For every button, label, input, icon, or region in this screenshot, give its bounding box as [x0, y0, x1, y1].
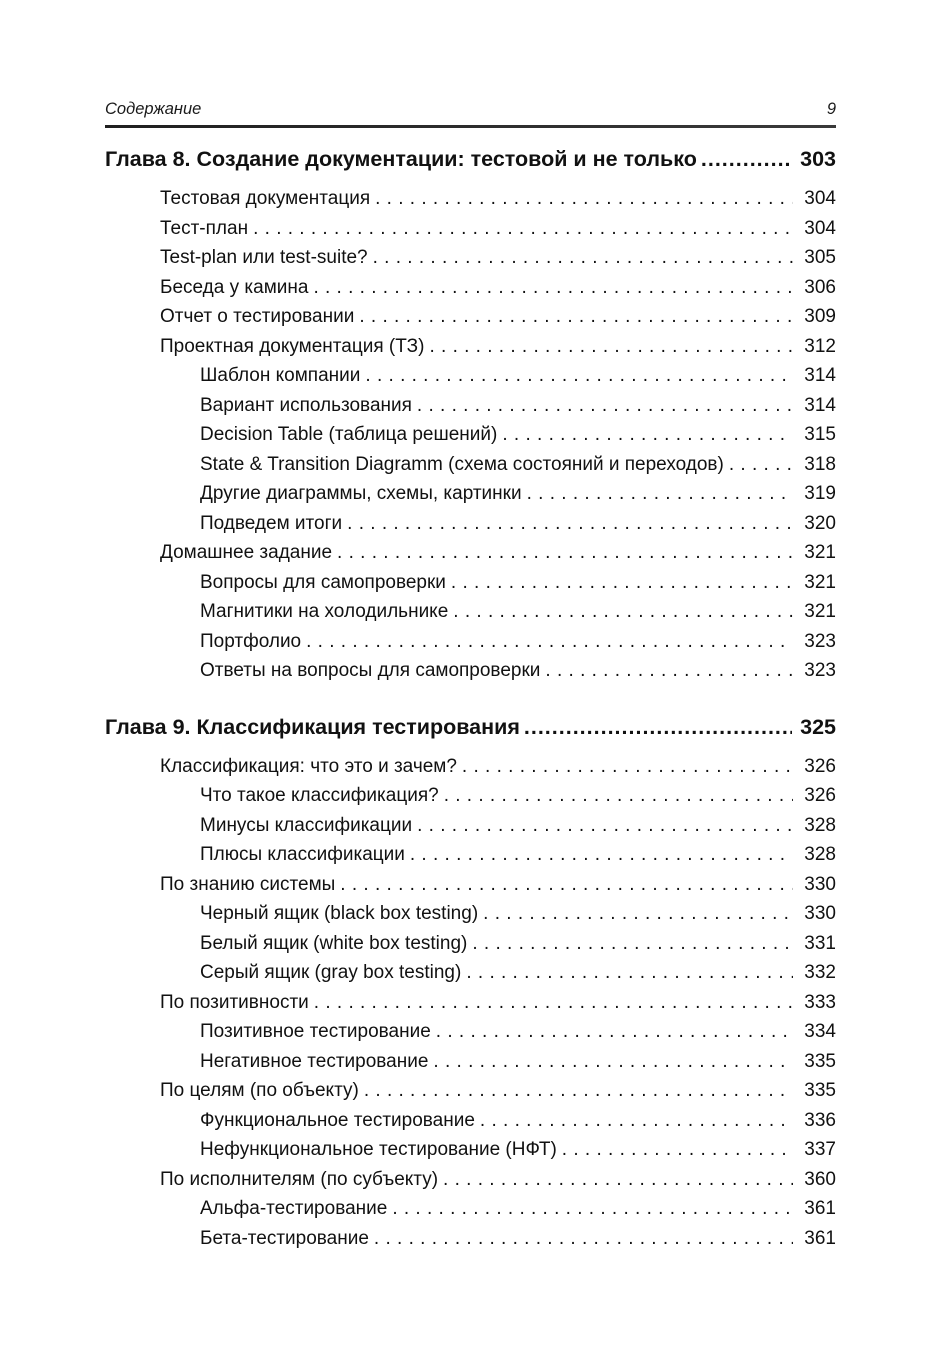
toc-entry-page: 305 — [804, 247, 836, 268]
toc-entry-page: 334 — [804, 1021, 836, 1042]
toc-chapter — [105, 710, 836, 1254]
dot-leader — [313, 273, 793, 303]
dot-leader — [466, 958, 793, 988]
dot-leader — [545, 656, 793, 686]
toc-entry-row — [105, 870, 836, 900]
toc-entry-row — [105, 538, 836, 568]
toc-chapter-page: 303 — [800, 147, 836, 171]
toc-entry-page: 320 — [804, 512, 836, 534]
toc-entry-page: 360 — [804, 1168, 836, 1190]
page-header — [105, 100, 836, 125]
dot-leader — [502, 420, 793, 450]
toc-entry-title: По исполнителям (по субъекту) — [160, 1168, 439, 1190]
toc-entry-page: 326 — [804, 755, 836, 777]
toc-entry-title: По позитивности — [160, 991, 309, 1013]
toc-entry-title: Портфолио — [200, 630, 302, 652]
toc-entry-row — [105, 597, 836, 627]
toc-entry-page: 314 — [804, 394, 836, 416]
toc-entry-title: Черный ящик (black box testing) — [200, 903, 479, 924]
toc-entry-title: Альфа-тестирование — [200, 1198, 388, 1219]
toc-entry-page: 304 — [804, 188, 836, 209]
toc-entry-row — [105, 302, 836, 332]
dot-leader — [701, 142, 792, 176]
toc-entry-page: 328 — [804, 814, 836, 836]
dot-leader — [453, 597, 793, 627]
toc-entry-row — [105, 899, 836, 929]
toc-entry-page: 321 — [804, 542, 836, 563]
dot-leader — [480, 1106, 793, 1136]
toc-entry-title: Вариант использования — [200, 394, 412, 416]
toc-entry-row — [105, 1106, 836, 1136]
toc-entry-page: 328 — [804, 844, 836, 865]
dot-leader — [443, 1165, 793, 1195]
toc-entry-title: Нефункциональное тестирование (НФТ) — [200, 1139, 557, 1160]
toc-entry-row — [105, 656, 836, 686]
dot-leader — [410, 840, 793, 870]
toc-entry-row — [105, 1224, 836, 1254]
toc-entry-row — [105, 420, 836, 450]
toc-entry-title: Негативное тестирование — [200, 1050, 429, 1072]
dot-leader — [436, 1017, 793, 1047]
toc-entry-page: 323 — [804, 630, 836, 652]
dot-leader — [451, 568, 793, 598]
dot-leader — [472, 929, 793, 959]
toc-entry-page: 315 — [804, 424, 836, 445]
toc-entry-row — [105, 988, 836, 1018]
dot-leader — [374, 1224, 793, 1254]
toc-entry-row — [105, 1047, 836, 1077]
dot-leader — [314, 988, 793, 1018]
toc-entry-page: 361 — [804, 1227, 836, 1249]
toc — [105, 142, 836, 1253]
toc-chapter-title: Глава 8. Создание документации: тестовой и не только — [105, 147, 697, 171]
toc-entry-row — [105, 958, 836, 988]
toc-entry-title: Шаблон компании — [200, 365, 361, 386]
toc-entry-row — [105, 332, 836, 362]
toc-entry-page: 333 — [804, 991, 836, 1013]
toc-entry-page: 309 — [804, 306, 836, 327]
dot-leader — [462, 752, 793, 782]
dot-leader — [375, 184, 793, 214]
page-number: 9 — [826, 100, 836, 118]
toc-entry-row — [105, 214, 836, 244]
dot-leader — [373, 243, 793, 273]
dot-leader — [347, 509, 793, 539]
toc-entry-page: 304 — [804, 217, 836, 239]
toc-chapter — [105, 142, 836, 686]
toc-entry-page: 312 — [804, 335, 836, 357]
toc-entry-row — [105, 929, 836, 959]
dot-leader — [527, 479, 793, 509]
toc-entry-page: 306 — [804, 276, 836, 298]
toc-entry-title: Подведем итоги — [200, 512, 343, 534]
dot-leader — [253, 214, 793, 244]
dot-leader — [433, 1047, 793, 1077]
toc-entry-row — [105, 781, 836, 811]
dot-leader — [429, 332, 793, 362]
toc-entry-row — [105, 1165, 836, 1195]
toc-chapter-row — [105, 710, 836, 744]
toc-entry-title: Беседа у камина — [160, 276, 309, 298]
toc-entry-title: Test-plan или test-suite? — [160, 247, 368, 268]
header-rule — [105, 125, 836, 128]
dot-leader — [359, 302, 793, 332]
toc-entry-row — [105, 627, 836, 657]
toc-entry-row — [105, 1076, 836, 1106]
toc-entry-title: Decision Table (таблица решений) — [200, 424, 498, 445]
toc-chapter-title: Глава 9. Классификация тестирования — [105, 714, 520, 739]
toc-entry-title: Позитивное тестирование — [200, 1021, 431, 1042]
toc-entry-row — [105, 361, 836, 391]
toc-entry-title: Функциональное тестирование — [200, 1109, 475, 1131]
toc-entry-page: 332 — [804, 962, 836, 983]
running-title: Содержание — [105, 100, 202, 118]
dot-leader — [365, 361, 793, 391]
toc-entry-title: Плюсы классификации — [200, 844, 405, 865]
toc-entry-title: Белый ящик (white box testing) — [200, 932, 468, 954]
dot-leader — [444, 781, 793, 811]
toc-entry-title: Отчет о тестировании — [160, 306, 355, 327]
dot-leader — [364, 1076, 793, 1106]
toc-entry-page: 336 — [804, 1109, 836, 1131]
toc-entry-title: Бета-тестирование — [200, 1227, 369, 1249]
toc-entry-title: По знанию системы — [160, 873, 336, 895]
toc-entry-page: 335 — [804, 1080, 836, 1101]
toc-entry-row — [105, 184, 836, 214]
toc-entry-title: Минусы классификации — [200, 814, 413, 836]
toc-entry-title: Домашнее задание — [160, 542, 333, 563]
toc-entry-row — [105, 1194, 836, 1224]
toc-entry-title: Вопросы для самопроверки — [200, 571, 446, 593]
dot-leader — [729, 450, 793, 480]
toc-entry-row — [105, 840, 836, 870]
toc-entry-page: 335 — [804, 1050, 836, 1072]
toc-entry-page: 314 — [804, 365, 836, 386]
toc-entry-title: Тест-план — [160, 217, 249, 239]
toc-entry-row — [105, 450, 836, 480]
toc-entry-row — [105, 811, 836, 841]
toc-entry-row — [105, 243, 836, 273]
toc-entry-page: 319 — [804, 483, 836, 504]
toc-entry-title: Серый ящик (gray box testing) — [200, 962, 462, 983]
toc-entry-page: 323 — [804, 660, 836, 681]
toc-entry-title: Что такое классификация? — [200, 785, 439, 806]
toc-chapter-entries — [105, 184, 836, 686]
dot-leader — [524, 710, 792, 744]
toc-entry-row — [105, 1017, 836, 1047]
dot-leader — [417, 391, 793, 421]
dot-leader — [392, 1194, 793, 1224]
toc-chapter-entries — [105, 752, 836, 1254]
toc-entry-page: 331 — [804, 932, 836, 954]
toc-entry-title: Классификация: что это и зачем? — [160, 755, 457, 777]
toc-entry-page: 330 — [804, 873, 836, 895]
toc-entry-title: Другие диаграммы, схемы, картинки — [200, 483, 522, 504]
toc-entry-title: Ответы на вопросы для самопроверки — [200, 660, 541, 681]
toc-entry-row — [105, 479, 836, 509]
toc-entry-page: 321 — [804, 571, 836, 593]
toc-chapter-row — [105, 142, 836, 176]
toc-entry-page: 337 — [804, 1139, 836, 1160]
dot-leader — [306, 627, 793, 657]
toc-entry-page: 318 — [804, 453, 836, 475]
dot-leader — [337, 538, 793, 568]
toc-entry-row — [105, 509, 836, 539]
toc-chapter-page: 325 — [800, 714, 836, 739]
toc-entry-row — [105, 1135, 836, 1165]
dot-leader — [483, 899, 793, 929]
toc-entry-title: Магнитики на холодильнике — [200, 601, 449, 622]
dot-leader — [562, 1135, 793, 1165]
toc-entry-title: Проектная документация (ТЗ) — [160, 335, 425, 357]
toc-entry-row — [105, 752, 836, 782]
toc-entry-title: State & Transition Diagramm (схема состояний и переходов) — [200, 453, 724, 475]
toc-entry-title: По целям (по объекту) — [160, 1080, 359, 1101]
toc-entry-page: 330 — [804, 903, 836, 924]
toc-entry-page: 361 — [804, 1198, 836, 1219]
toc-entry-row — [105, 391, 836, 421]
toc-entry-page: 321 — [804, 601, 836, 622]
dot-leader — [417, 811, 793, 841]
toc-entry-row — [105, 568, 836, 598]
toc-entry-page: 326 — [804, 785, 836, 806]
dot-leader — [340, 870, 793, 900]
toc-entry-title: Тестовая документация — [160, 188, 371, 209]
toc-entry-row — [105, 273, 836, 303]
